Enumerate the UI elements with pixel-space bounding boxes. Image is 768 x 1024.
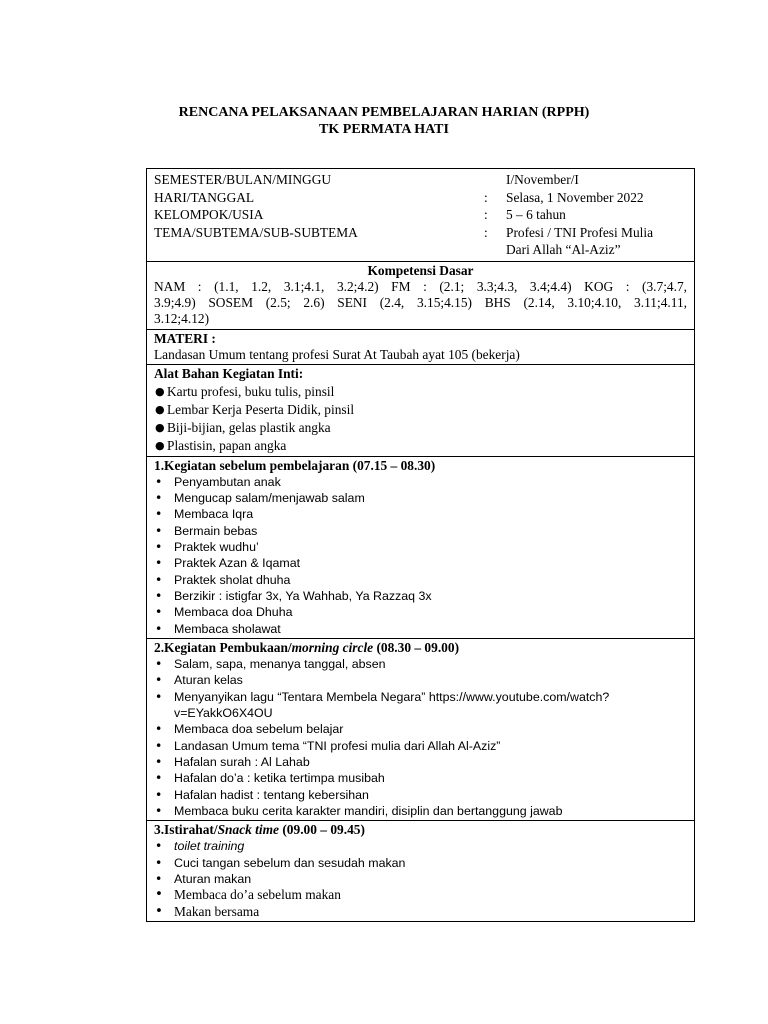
list-item-text: Hafalan hadist : tentang kebersihan bbox=[174, 787, 369, 802]
document-title: RENCANA PELAKSANAAN PEMBELAJARAN HARIAN (RPPH) bbox=[178, 105, 590, 120]
list-item bbox=[154, 419, 687, 437]
kegiatan-1-section bbox=[147, 456, 695, 638]
bullet-icon: • bbox=[155, 737, 163, 753]
header-row-continuation bbox=[154, 241, 687, 259]
bullet-icon: • bbox=[155, 656, 163, 672]
list-item bbox=[154, 621, 687, 637]
bullet-icon: ● bbox=[155, 420, 165, 434]
header-value: I/November/I bbox=[506, 172, 579, 187]
list-item bbox=[154, 803, 687, 819]
kompetensi-title: Kompetensi Dasar bbox=[367, 262, 474, 278]
list-item bbox=[154, 539, 687, 555]
list-item-text: Aturan kelas bbox=[174, 673, 243, 688]
bullet-icon: • bbox=[155, 838, 163, 854]
kompetensi-line-2: 3.9;4.9) SOSEM (2.5; 2.6) SENI (2.4, 3.15;4.15) BHS (2.14, 3.10;4.10, 3.11;4.11, bbox=[154, 295, 687, 311]
list-item bbox=[154, 738, 687, 754]
bullet-icon: • bbox=[155, 539, 163, 555]
bullet-icon: • bbox=[155, 555, 163, 571]
bullet-icon: • bbox=[155, 490, 163, 506]
kegiatan-1-label: 1.Kegiatan sebelum pembelajaran (07.15 – 08.30) bbox=[154, 457, 436, 473]
bullet-icon: • bbox=[155, 786, 163, 802]
list-item-text: Plastisin, papan angka bbox=[167, 437, 287, 453]
list-item bbox=[154, 787, 687, 803]
list-item-text: Membaca sholawat bbox=[174, 621, 281, 636]
list-item-text: Menyanyikan lagu “Tentara Membela Negara” https://www.youtube.com/watch?v=EYakkO6X4OU bbox=[174, 689, 610, 721]
bullet-icon: • bbox=[155, 604, 163, 620]
rpph-table bbox=[146, 168, 695, 922]
list-item-text: Praktek wudhu’ bbox=[174, 540, 259, 555]
list-item-text: Makan bersama bbox=[174, 903, 260, 919]
header-section bbox=[147, 169, 695, 262]
kegiatan-1-list bbox=[154, 474, 687, 637]
bullet-icon: • bbox=[155, 721, 163, 737]
bullet-icon: • bbox=[155, 571, 163, 587]
list-item-text: Praktek sholat dhuha bbox=[174, 572, 291, 587]
bullet-icon: • bbox=[155, 522, 163, 538]
kegiatan-3-section bbox=[147, 821, 695, 922]
header-label: HARI/TANGGAL bbox=[154, 189, 255, 205]
list-item bbox=[154, 490, 687, 506]
list-item bbox=[154, 437, 687, 455]
kegiatan-3-list bbox=[154, 838, 687, 919]
bullet-icon: • bbox=[155, 887, 163, 903]
list-item bbox=[154, 588, 687, 604]
list-item-text: Praktek Azan & Iqamat bbox=[174, 556, 301, 571]
bullet-icon: • bbox=[155, 871, 163, 886]
list-item bbox=[154, 689, 687, 722]
list-item-text: Landasan Umum tema “TNI profesi mulia dari Allah Al-Aziz” bbox=[174, 738, 501, 753]
bullet-icon: ● bbox=[155, 402, 165, 416]
list-item bbox=[154, 770, 687, 786]
header-colon: : bbox=[484, 189, 488, 205]
bullet-icon: • bbox=[155, 770, 163, 786]
list-item-text: Hafalan do’a : ketika tertimpa musibah bbox=[174, 771, 385, 786]
bullet-icon: • bbox=[155, 854, 163, 870]
list-item-text: Kartu profesi, buku tulis, pinsil bbox=[167, 383, 335, 399]
list-item bbox=[154, 555, 687, 571]
bullet-icon: • bbox=[155, 473, 163, 489]
kegiatan-2-section bbox=[147, 638, 695, 820]
bullet-icon: • bbox=[155, 753, 163, 769]
kompetensi-section bbox=[147, 261, 695, 329]
list-item bbox=[154, 754, 687, 770]
bullet-icon: ● bbox=[155, 438, 165, 452]
header-value: 5 – 6 tahun bbox=[506, 207, 566, 222]
alat-section bbox=[147, 365, 695, 456]
bullet-icon: • bbox=[155, 620, 163, 636]
header-row bbox=[154, 189, 687, 207]
materi-section bbox=[147, 329, 695, 365]
list-item bbox=[154, 506, 687, 522]
list-item bbox=[154, 855, 687, 871]
alat-list bbox=[154, 383, 687, 455]
header-label: TEMA/SUBTEMA/SUB-SUBTEMA bbox=[154, 224, 358, 240]
header-row bbox=[154, 171, 687, 189]
list-item bbox=[154, 604, 687, 620]
header-label: SEMESTER/BULAN/MINGGU bbox=[154, 172, 332, 187]
bullet-icon: • bbox=[155, 802, 163, 818]
header-value: Profesi / TNI Profesi Mulia bbox=[506, 224, 654, 240]
materi-text: Landasan Umum tentang profesi Surat At Taubah ayat 105 (bekerja) bbox=[154, 346, 520, 362]
header-label: KELOMPOK/USIA bbox=[154, 207, 264, 222]
materi-label: MATERI : bbox=[154, 330, 216, 346]
list-item-text: Bermain bebas bbox=[174, 523, 258, 538]
header-row bbox=[154, 224, 687, 242]
kompetensi-line-1: NAM : (1.1, 1.2, 3.1;4.1, 3.2;4.2) FM : (2.1; 3.3;4.3, 3.4;4.4) KOG : (3.7;4.7, bbox=[154, 278, 687, 294]
bullet-icon: • bbox=[155, 672, 163, 688]
header-row bbox=[154, 206, 687, 224]
list-item bbox=[154, 383, 687, 401]
list-item bbox=[154, 572, 687, 588]
header-value: Selasa, 1 November 2022 bbox=[506, 189, 644, 205]
list-item bbox=[154, 672, 687, 688]
list-item bbox=[154, 523, 687, 539]
list-item-text: Hafalan surah : Al Lahab bbox=[174, 754, 310, 769]
list-item-text: Lembar Kerja Peserta Didik, pinsil bbox=[167, 401, 355, 417]
list-item-text: Salam, sapa, menanya tanggal, absen bbox=[174, 657, 386, 672]
bullet-icon: • bbox=[155, 688, 163, 704]
alat-label: Alat Bahan Kegiatan Inti: bbox=[154, 366, 304, 382]
bullet-icon: • bbox=[155, 903, 163, 919]
list-item bbox=[154, 474, 687, 490]
list-item-text: Membaca buku cerita karakter mandiri, disiplin dan bertanggung jawab bbox=[174, 803, 563, 818]
list-item-text: Penyambutan anak bbox=[174, 474, 281, 489]
list-item-text: Membaca doa sebelum belajar bbox=[174, 722, 344, 737]
list-item bbox=[154, 721, 687, 737]
header-colon: : bbox=[484, 207, 488, 222]
header-rows bbox=[154, 171, 687, 241]
bullet-icon: • bbox=[155, 587, 163, 603]
list-item-text: Berzikir : istigfar 3x, Ya Wahhab, Ya Razzaq 3x bbox=[174, 588, 432, 603]
list-item bbox=[154, 871, 687, 887]
kompetensi-line-3: 3.12;4.12) bbox=[154, 311, 210, 327]
list-item-text: Membaca Iqra bbox=[174, 507, 254, 522]
list-item-text: Membaca doa Dhuha bbox=[174, 605, 293, 620]
list-item bbox=[154, 838, 687, 854]
kegiatan-2-label: 2.Kegiatan Pembukaan/morning circle (08.30 – 09.00) bbox=[154, 639, 460, 655]
bullet-icon: ● bbox=[155, 384, 165, 398]
bullet-icon: • bbox=[155, 506, 163, 522]
list-item bbox=[154, 401, 687, 419]
list-item bbox=[154, 887, 687, 903]
school-name: TK PERMATA HATI bbox=[319, 122, 449, 137]
list-item-text: Cuci tangan sebelum dan sesudah makan bbox=[174, 855, 406, 870]
list-item bbox=[154, 904, 687, 920]
kegiatan-2-list bbox=[154, 656, 687, 819]
list-item bbox=[154, 656, 687, 672]
list-item-text: Biji-bijian, gelas plastik angka bbox=[167, 419, 331, 435]
tema-continuation: Dari Allah “Al-Aziz” bbox=[506, 242, 621, 257]
kegiatan-3-label: 3.Istirahat/Snack time (09.00 – 09.45) bbox=[154, 822, 365, 838]
list-item-text: Membaca do’a sebelum makan bbox=[174, 887, 341, 903]
list-item-text: Aturan makan bbox=[174, 872, 252, 886]
header-colon bbox=[484, 171, 506, 189]
list-item-text: Mengucap salam/menjawab salam bbox=[174, 491, 365, 506]
list-item-text: toilet training bbox=[174, 839, 245, 854]
header-colon: : bbox=[484, 224, 488, 240]
